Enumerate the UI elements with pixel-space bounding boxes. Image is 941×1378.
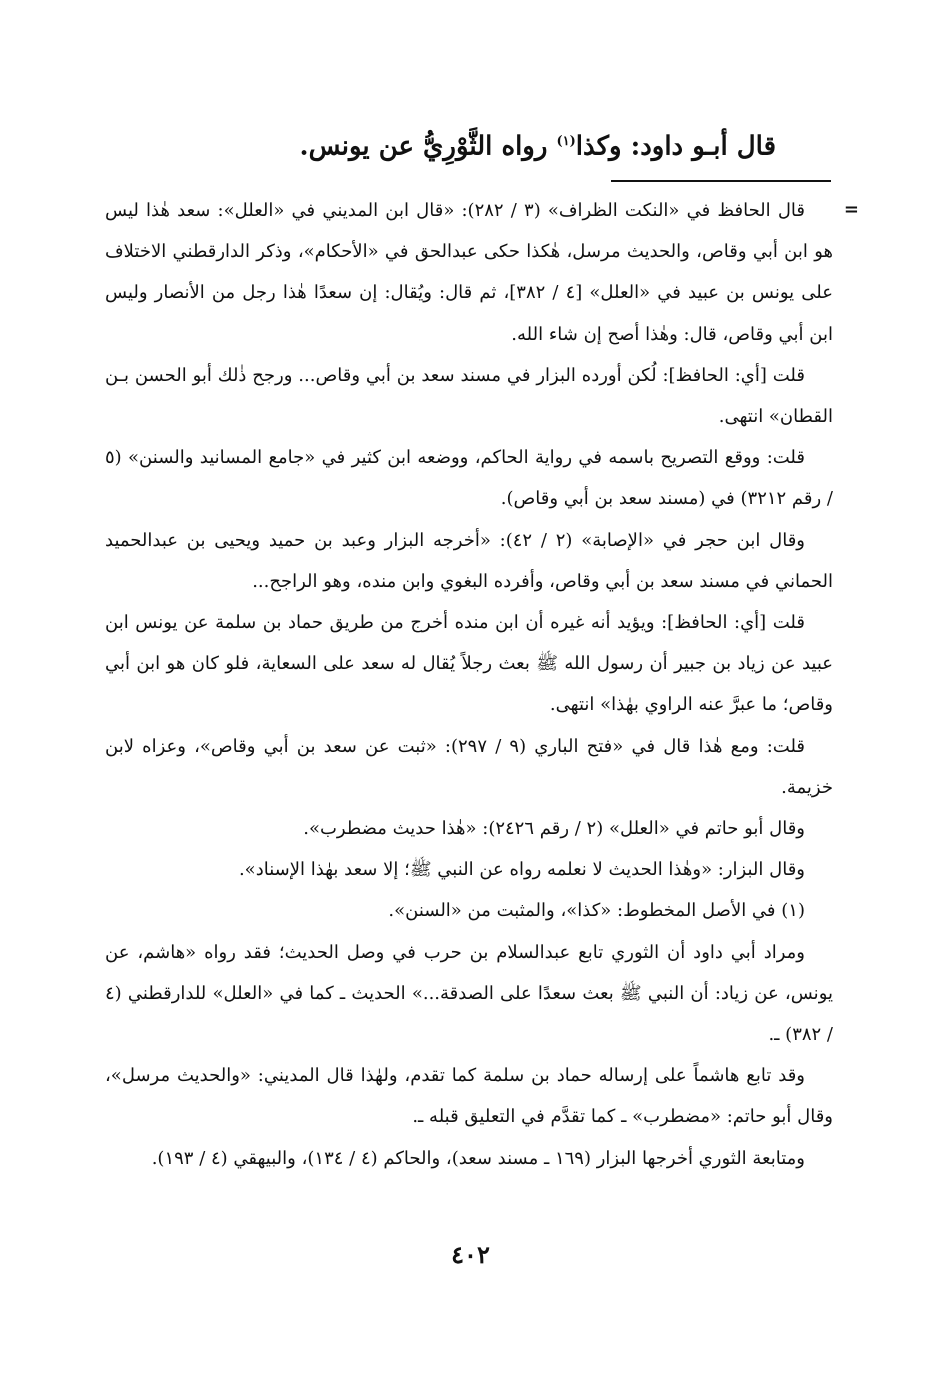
footnote-reference-mark: (١) [556,134,576,149]
note-paragraph-11: وقد تابع هاشماً على إرساله حماد بن سلمة كما تقدم، ولهٰذا قال المديني: «والحديث مرسل»، وقال أبو حاتم: «مضطرب» ـ كما تقدَّم في التعليق قبله ـ. [105,1065,833,1128]
main-text-before-ref: قال أبـو داود: وكذا [575,131,776,162]
note-paragraph-4: وقال ابن حجر في «الإصابة» (٢ / ٤٢): «أخرجه البزار وعبد بن حميد ويحيى بن عبدالحميد الحماني في مسند سعد بن أبي وقاص، وأفرده البغوي وابن منده، وهو الراجح... [105,529,833,592]
note-paragraph-3: قلت: ووقع التصريح باسمه في رواية الحاكم، ووضعه ابن كثير في «جامع المسانيد والسنن» (٥ / رقم ٣٢١٢) في (مسند سعد بن أبي وقاص). [105,447,833,510]
note-paragraph-2: قلت [أي: الحافظ]: لُكن أورده البزار في مسند سعد بن أبي وقاص... ورجح ذٰلك أبو الحسن بـن القطان» انتهى. [105,364,833,428]
page-number: ٤٠٢ [451,1240,490,1269]
note-paragraph-10: ومراد أبي داود أن الثوري تابع عبدالسلام بن حرب في وصل الحديث؛ فقد رواه «هاشم، عن يونس، عن زياد: أن النبي ﷺ بعث سعدًا على الصدقة...» الحديث ـ كما في «العلل» للدارقطني (٤ / ٣٨٢) ـ. [105,941,833,1046]
footnote-1: (١) في الأصل المخطوط: «كذا»، والمثبت من «السنن». [388,900,805,922]
main-text-after-ref: رواه الثَّوْرِيُّ عن يونس. [299,131,557,162]
main-text-line [136,118,776,171]
note-paragraph-7: وقال أبو حاتم في «العلل» (٢ / رقم ٢٤٢٦): «هٰذا حديث مضطرب». [303,818,805,840]
continuation-mark: = [843,199,859,220]
note-paragraph-5: قلت [أي: الحافظ]: ويؤيد أنه غيره أن ابن منده أخرج من طريق حماد بن سلمة عن يونس ابن عبيد عن زياد بن جبير أن رسول الله ﷺ بعث رجلاً يُقال له سعد على السعاية، فلو كان هو ابن أبي وقاص؛ ما عبرَّ عنه الراوي بهٰذا» انتهى. [105,612,833,716]
footnotes-section [105,190,833,1179]
note-paragraph-8: وقال البزار: «وهٰذا الحديث لا نعلمه رواه عن النبي ﷺ؛ إلا سعد بهٰذا الإسناد». [238,859,805,881]
footnote-separator-rule [611,180,831,182]
note-paragraph-12: ومتابعة الثوري أخرجها البزار (١٦٩ ـ مسند سعد)، والحاكم (٤ / ١٣٤)، والبيهقي (٤ / ١٩٣). [151,1147,805,1169]
note-paragraph-1: قال الحافظ في «النكت الظراف» (٣ / ٢٨٢): «قال ابن المديني في «العلل»: سعد هٰذا ليس هو ابن أبي وقاص، والحديث مرسل، هٰكذا حكى عبدالحق في «الأحكام»، وذكر الدارقطني الاختلاف على يونس بن عبيد في «العلل» [٤ / ٣٨٢]، ثم قال: ويُقال: إن سعدًا هٰذا رجل من الأنصار وليس ابن أبي وقاص، قال: وهٰذا أصح إن شاء الله. [105,200,833,345]
note-paragraph-6: قلت: ومع هٰذا قال في «فتح الباري (٩ / ٢٩٧): «ثبت عن سعد بن أبي وقاص»، وعزاه لابن خزيمة. [105,735,833,798]
